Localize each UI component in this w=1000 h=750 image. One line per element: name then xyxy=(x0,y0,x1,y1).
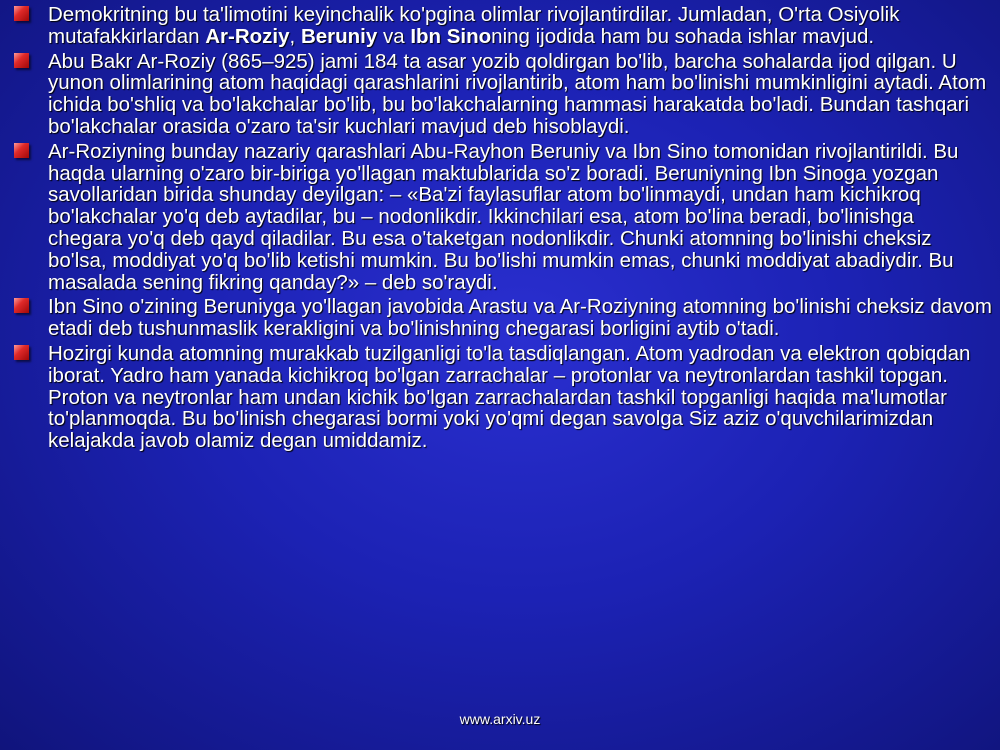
square-bullet-icon xyxy=(14,6,29,21)
bullet-item xyxy=(14,343,992,452)
bullet-text: Demokritning bu ta'limotini keyinchalik ko'pgina olimlar rivojlantirdilar. Jumladan, O'rta Osiyolik mutafakkirlardan Ar-Roziy, Beruniy va Ibn Sinoning ijodida ham bu sohada ishlar mavjud. xyxy=(48,3,900,48)
square-bullet-icon xyxy=(14,298,29,313)
bullet-text: Ibn Sino o'zining Beruniyga yo'llagan javobida Arastu va Ar-Roziyning atomning bo'linishi cheksiz davom etadi deb tushunmaslik kerakligini va bo'linishning chegarasi borligini aytib o'tadi. xyxy=(48,295,992,341)
bullet-text: Abu Bakr Ar-Roziy (865–925) jami 184 ta asar yozib qoldirgan bo'lib, barcha sohalarda ijod qilgan. U yunon olimlarining atom haqidagi qarashlarini rivojlantirib, atom ham bo'linishi mumkinligini aytadi. Atom ichida bo'shliq va bo'lakchalar bo'lib, bu bo'lakchalarning hammasi harakatda bo'ladi. Bundan tashqari bo'lakchalar orasida o'zaro ta'sir kuchlari mavjud deb hisoblaydi. xyxy=(48,49,987,138)
bullet-item xyxy=(14,51,992,138)
bullet-item xyxy=(14,296,992,340)
square-bullet-icon xyxy=(14,345,29,360)
bullet-text: Ar-Roziyning bunday nazariy qarashlari Abu-Rayhon Beruniy va Ibn Sino tomonidan rivojlantirildi. Bu haqda ularning o'zaro bir-biriga yo'llagan maktublarida so'z boradi. Beruniyning Ibn Sinoga yozgan savollaridan birida shunday deyilgan: – «Ba'zi faylasuflar atom bo'linmaydi, undan ham kichikroq bo'lakchalar yo'q deb aytadilar, bu – nodonlikdir. Ikkinchilari esa, atom bo'lina beradi, bo'linishga chegara yo'q deb qayd qiladilar. Bu esa o'taketgan nodonlikdir. Chunki atomning bo'linishi cheksiz bo'lsa, moddiyat yo'q bo'lib ketishi mumkin. Bu bo'lishi mumkin emas, chunki moddiyat abadiydir. Bu masalada sening fikring qanday?» – deb so'raydi. xyxy=(48,139,959,294)
footer-url: www.arxiv.uz xyxy=(459,711,541,727)
bullet-item xyxy=(14,4,992,48)
square-bullet-icon xyxy=(14,53,29,68)
bullet-text: Hozirgi kunda atomning murakkab tuzilganligi to'la tasdiqlangan. Atom yadrodan va elektron qobiqdan iborat. Yadro ham yanada kichikroq bo'lgan zarrachalar – protonlar va neytronlardan tashkil topgan. Proton va neytronlar ham undan kichik bo'lgan zarrachalardan tashkil topganligi haqida ma'lumotlar to'planmoqda. Bu bo'linish chegarasi bormi yoki yo'qmi degan savolga Siz aziz o'quvchilarimizdan kelajakda javob olamiz degan umiddamiz. xyxy=(48,341,971,453)
bullet-list xyxy=(14,4,992,455)
square-bullet-icon xyxy=(14,143,29,158)
bullet-item xyxy=(14,141,992,294)
